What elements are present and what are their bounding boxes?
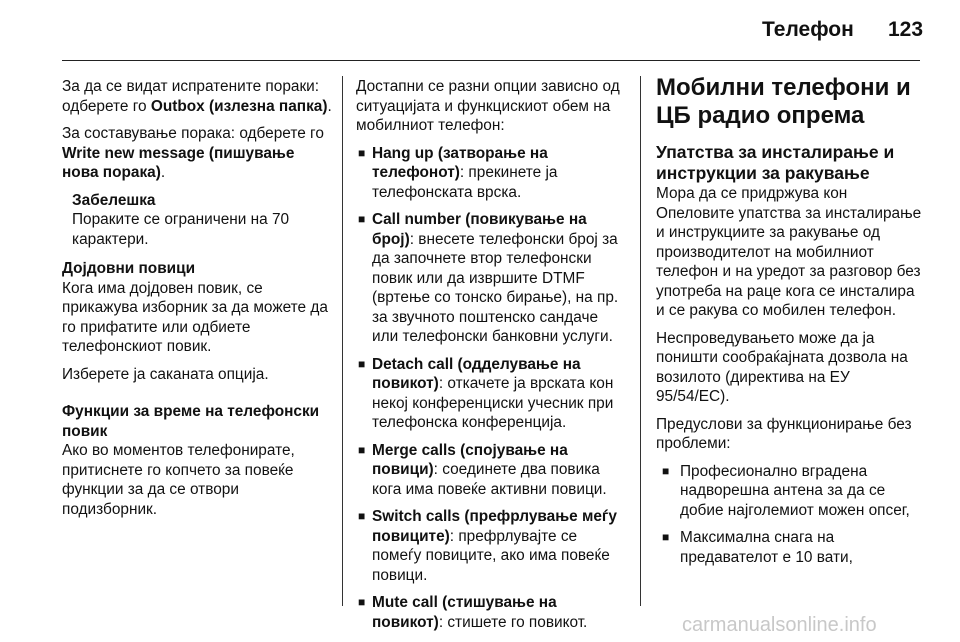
in-call-functions-heading: Функции за време на телефонски повик: [62, 403, 320, 440]
option-label: Merge calls (спојување на повици): [372, 441, 568, 478]
column-divider-2: [640, 76, 641, 606]
list-item: [356, 210, 628, 347]
list-item: [356, 144, 628, 203]
compose-period: .: [160, 164, 166, 181]
option-label: Call number (повикување на број): [372, 211, 587, 248]
header-rule: [62, 60, 920, 61]
option-text: : внесете телефонски број за да започнете втор телефонски повик или да извршите DTMF (вртење со тонско бирање), на пр. за звучното поштенско сандаче или телефонски банковни услуги.: [372, 230, 619, 345]
noncompliance-text: Неспроведувањето може да ја поништи сообраќајната дозвола на возилото (директива на ЕУ 95/54/EC).: [656, 329, 908, 405]
options-intro: Достапни се разни опции зависно од ситуацијата и функцискиот обем на мобилниот телефон:: [356, 78, 620, 134]
instructions-text: Мора да се придржува кон Опеловите упатства за инсталирање и инструкциите за ракување од производителот на мобилниот телефон и на уредот за разговор без употреба на раце кога се инсталира и се ракува со мобилен телефон.: [656, 185, 922, 319]
incoming-calls-text: Кога има дојдовен повик, се прикажува изборник за да можете да го прифатите или одбиете телефонскиот повик.: [62, 279, 328, 355]
bullet-icon: ■: [358, 509, 366, 523]
option-label: Switch calls (префрлување меѓу повиците): [372, 508, 617, 545]
outbox-label: Outbox (излезна папка): [150, 97, 328, 115]
column-2: [356, 77, 628, 640]
bullet-icon: ■: [662, 463, 670, 478]
bullet-icon: ■: [358, 356, 366, 371]
option-label: Detach call (одделување на повикот): [372, 355, 581, 392]
prerequisite-text: Професионално вградена надворешна антена за да се добие најголемиот можен опсег,: [680, 462, 910, 519]
list-item: [660, 528, 922, 567]
outbox-text: За да се видат испратените пораки: одберете го: [62, 78, 320, 115]
list-item: [356, 507, 628, 585]
option-label: Hang up (затворање на телефонот): [372, 144, 548, 181]
list-item: [356, 441, 628, 500]
compose-text: За составување порака: одберете го: [62, 125, 324, 142]
select-option-text: Изберете ја саканата опција.: [62, 365, 269, 383]
note-title: Забелешка: [72, 191, 156, 209]
subsection-heading: Упатства за инсталирање и инструкции за ракување: [656, 142, 895, 183]
prerequisite-text: Максимална снага на предавателот е 10 вати,: [680, 529, 853, 566]
header-title: Телефон: [762, 18, 854, 41]
prerequisites-text: Предуслови за функционирање без проблеми:: [656, 415, 912, 452]
outbox-period: .: [327, 97, 332, 115]
compose-label: Write new message (пишување нова порака): [62, 144, 295, 181]
option-text: : префрлувајте се помеѓу повиците, ако има повеќе повици.: [372, 527, 610, 584]
option-text: : откачете ја врската кон некој конференциски учесник при телефонска конференција.: [372, 375, 614, 431]
watermark: carmanualsonline.info: [682, 614, 877, 636]
compose-paragraph: [62, 124, 334, 183]
note-text: Пораките се ограничени на 70 карактери.: [72, 211, 290, 248]
in-call-functions-text: Ако во моментов телефонирате, притиснете го копчето за повеќе функции за да се отвори подизборник.: [62, 442, 295, 518]
option-text: : соединете два повика кога има повеќе активни повици.: [372, 461, 607, 498]
list-item: [356, 355, 628, 433]
column-divider-1: [342, 76, 343, 606]
column-1: [62, 77, 334, 527]
bullet-icon: ■: [358, 595, 366, 609]
list-item: [660, 462, 922, 521]
page-number: 123: [888, 18, 924, 41]
option-text: : прекинете ја телефонската врска.: [372, 164, 558, 201]
bullet-icon: ■: [662, 530, 670, 544]
bullet-icon: ■: [358, 442, 366, 457]
incoming-calls-heading: Дојдовни повици: [62, 260, 196, 277]
bullet-icon: ■: [358, 212, 366, 226]
column-3: [656, 74, 922, 575]
list-item: [356, 593, 628, 632]
bullet-icon: ■: [358, 145, 366, 160]
option-label: Mute call (стишување на повикот): [372, 594, 557, 631]
section-heading: Мобилни телефони и ЦБ радио опрема: [656, 74, 911, 129]
outbox-paragraph: [62, 77, 334, 116]
note-box: [62, 191, 334, 250]
option-text: : стишете го повикот.: [438, 613, 588, 631]
